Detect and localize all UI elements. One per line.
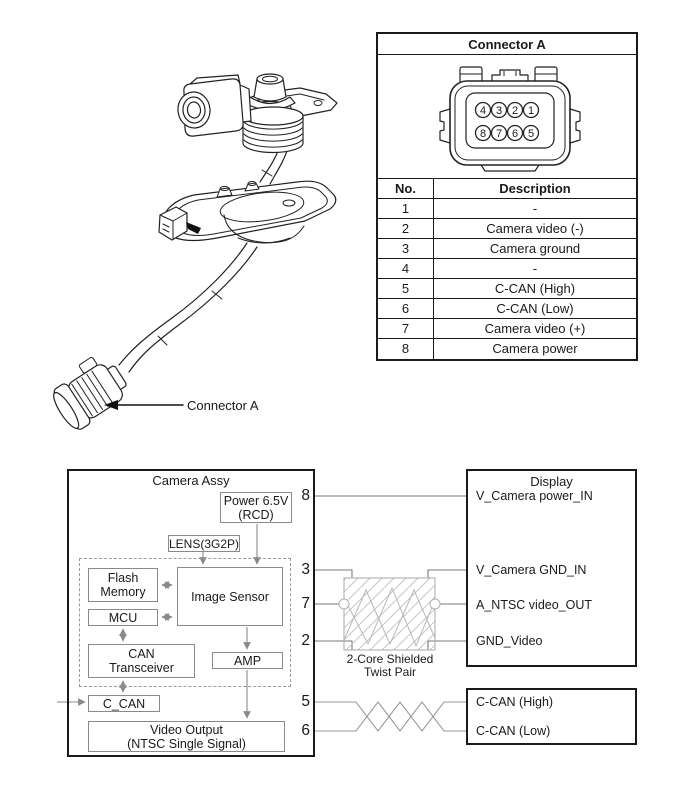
row-no: 2 [378, 219, 434, 238]
cable-label-1: 2-Core Shielded [346, 652, 434, 666]
can-transceiver-label-1: CAN [128, 647, 155, 661]
connector-table-title: Connector A [378, 34, 636, 55]
display-power-in-label: V_Camera power_IN [476, 489, 593, 503]
pin-4: 4 [479, 105, 487, 117]
pin-5: 5 [527, 128, 535, 140]
lens-label: LENS(3G2P) [168, 536, 240, 551]
pin-8: 8 [479, 128, 487, 140]
display-video-out-label: A_NTSC video_OUT [476, 598, 593, 612]
flash-memory-box [88, 568, 158, 602]
row-no: 1 [378, 199, 434, 218]
ccan-twist-pair-graphic [315, 702, 466, 731]
pin-6: 6 [511, 128, 519, 140]
row-desc: Camera power [492, 341, 578, 356]
table-row [378, 259, 636, 279]
col-header-no: No. [378, 179, 434, 198]
video-output-label-1: Video Output [150, 722, 223, 737]
flash-label-1: Flash [107, 571, 139, 585]
table-row [378, 319, 636, 339]
ccan-signal-box [466, 688, 637, 745]
table-row [378, 239, 636, 259]
shielded-twist-pair-graphic [339, 578, 440, 650]
flash-label-2: Memory [100, 585, 146, 599]
c-can-box [88, 695, 160, 712]
pin-7: 7 [495, 128, 503, 140]
power-label-1: Power 6.5V [223, 493, 289, 508]
table-row [378, 299, 636, 319]
row-no: 5 [378, 279, 434, 298]
video-output-label-2: (NTSC Single Signal) [127, 736, 246, 751]
pin-number-7: 7 [301, 595, 310, 612]
ccan-low-label: C-CAN (Low) [476, 724, 551, 738]
upper-cable [260, 148, 288, 184]
lens-box [168, 535, 240, 552]
lower-cable [119, 243, 257, 372]
row-no: 6 [378, 299, 434, 318]
row-no: 7 [378, 319, 434, 338]
callout-arrow [104, 400, 183, 410]
connector-pinout-table [376, 32, 638, 361]
threaded-collar [243, 107, 303, 153]
col-header-desc: Description [499, 181, 571, 196]
mcu-label: MCU [108, 610, 138, 625]
lamp-housing [159, 181, 336, 243]
row-desc: C-CAN (Low) [496, 301, 574, 316]
c-can-label: C_CAN [102, 696, 146, 711]
connector-face-drawing [378, 55, 638, 177]
mcu-box [88, 609, 158, 626]
table-row [378, 339, 636, 359]
display-title: Display [530, 474, 573, 489]
row-desc: - [532, 261, 538, 276]
pin-2: 2 [511, 105, 519, 117]
row-desc: Camera video (+) [484, 321, 586, 336]
row-no: 8 [378, 339, 434, 359]
power-label-2: (RCD) [238, 507, 274, 522]
amp-label: AMP [233, 653, 262, 668]
row-desc: Camera video (-) [486, 221, 584, 236]
pin-number-8: 8 [301, 487, 310, 504]
image-sensor-label: Image Sensor [191, 589, 269, 604]
table-row [378, 199, 636, 219]
pin-1: 1 [527, 105, 535, 117]
image-sensor-box [177, 567, 283, 626]
camera-head [176, 75, 251, 136]
pin-number-5: 5 [301, 693, 310, 710]
pin-3: 3 [495, 105, 503, 117]
can-transceiver-box [88, 644, 195, 678]
row-desc: - [532, 201, 538, 216]
pin-number-6: 6 [301, 722, 310, 739]
row-no: 3 [378, 239, 434, 258]
row-no: 4 [378, 259, 434, 278]
table-header-row [378, 179, 636, 199]
table-row [378, 279, 636, 299]
can-transceiver-label-2: Transceiver [109, 661, 174, 675]
video-output-box [88, 721, 285, 752]
display-gnd-video-label: GND_Video [476, 634, 543, 648]
camera-assy-title: Camera Assy [152, 473, 230, 488]
display-box [466, 469, 637, 667]
connector-callout-label: Connector A [187, 398, 259, 413]
cable-label-2: Twist Pair [363, 665, 416, 679]
camera-assembly-illustration [44, 74, 337, 434]
display-gnd-in-label: V_Camera GND_IN [476, 563, 587, 577]
row-desc: C-CAN (High) [494, 281, 576, 296]
connector-plug [44, 349, 134, 434]
amp-box [212, 652, 283, 669]
row-desc: Camera ground [489, 241, 581, 256]
power-box [220, 492, 292, 523]
table-row [378, 219, 636, 239]
ccan-high-label: C-CAN (High) [476, 695, 554, 709]
pin-number-3: 3 [301, 561, 310, 578]
connector-face-cell [378, 55, 636, 179]
pin-number-2: 2 [301, 632, 310, 649]
